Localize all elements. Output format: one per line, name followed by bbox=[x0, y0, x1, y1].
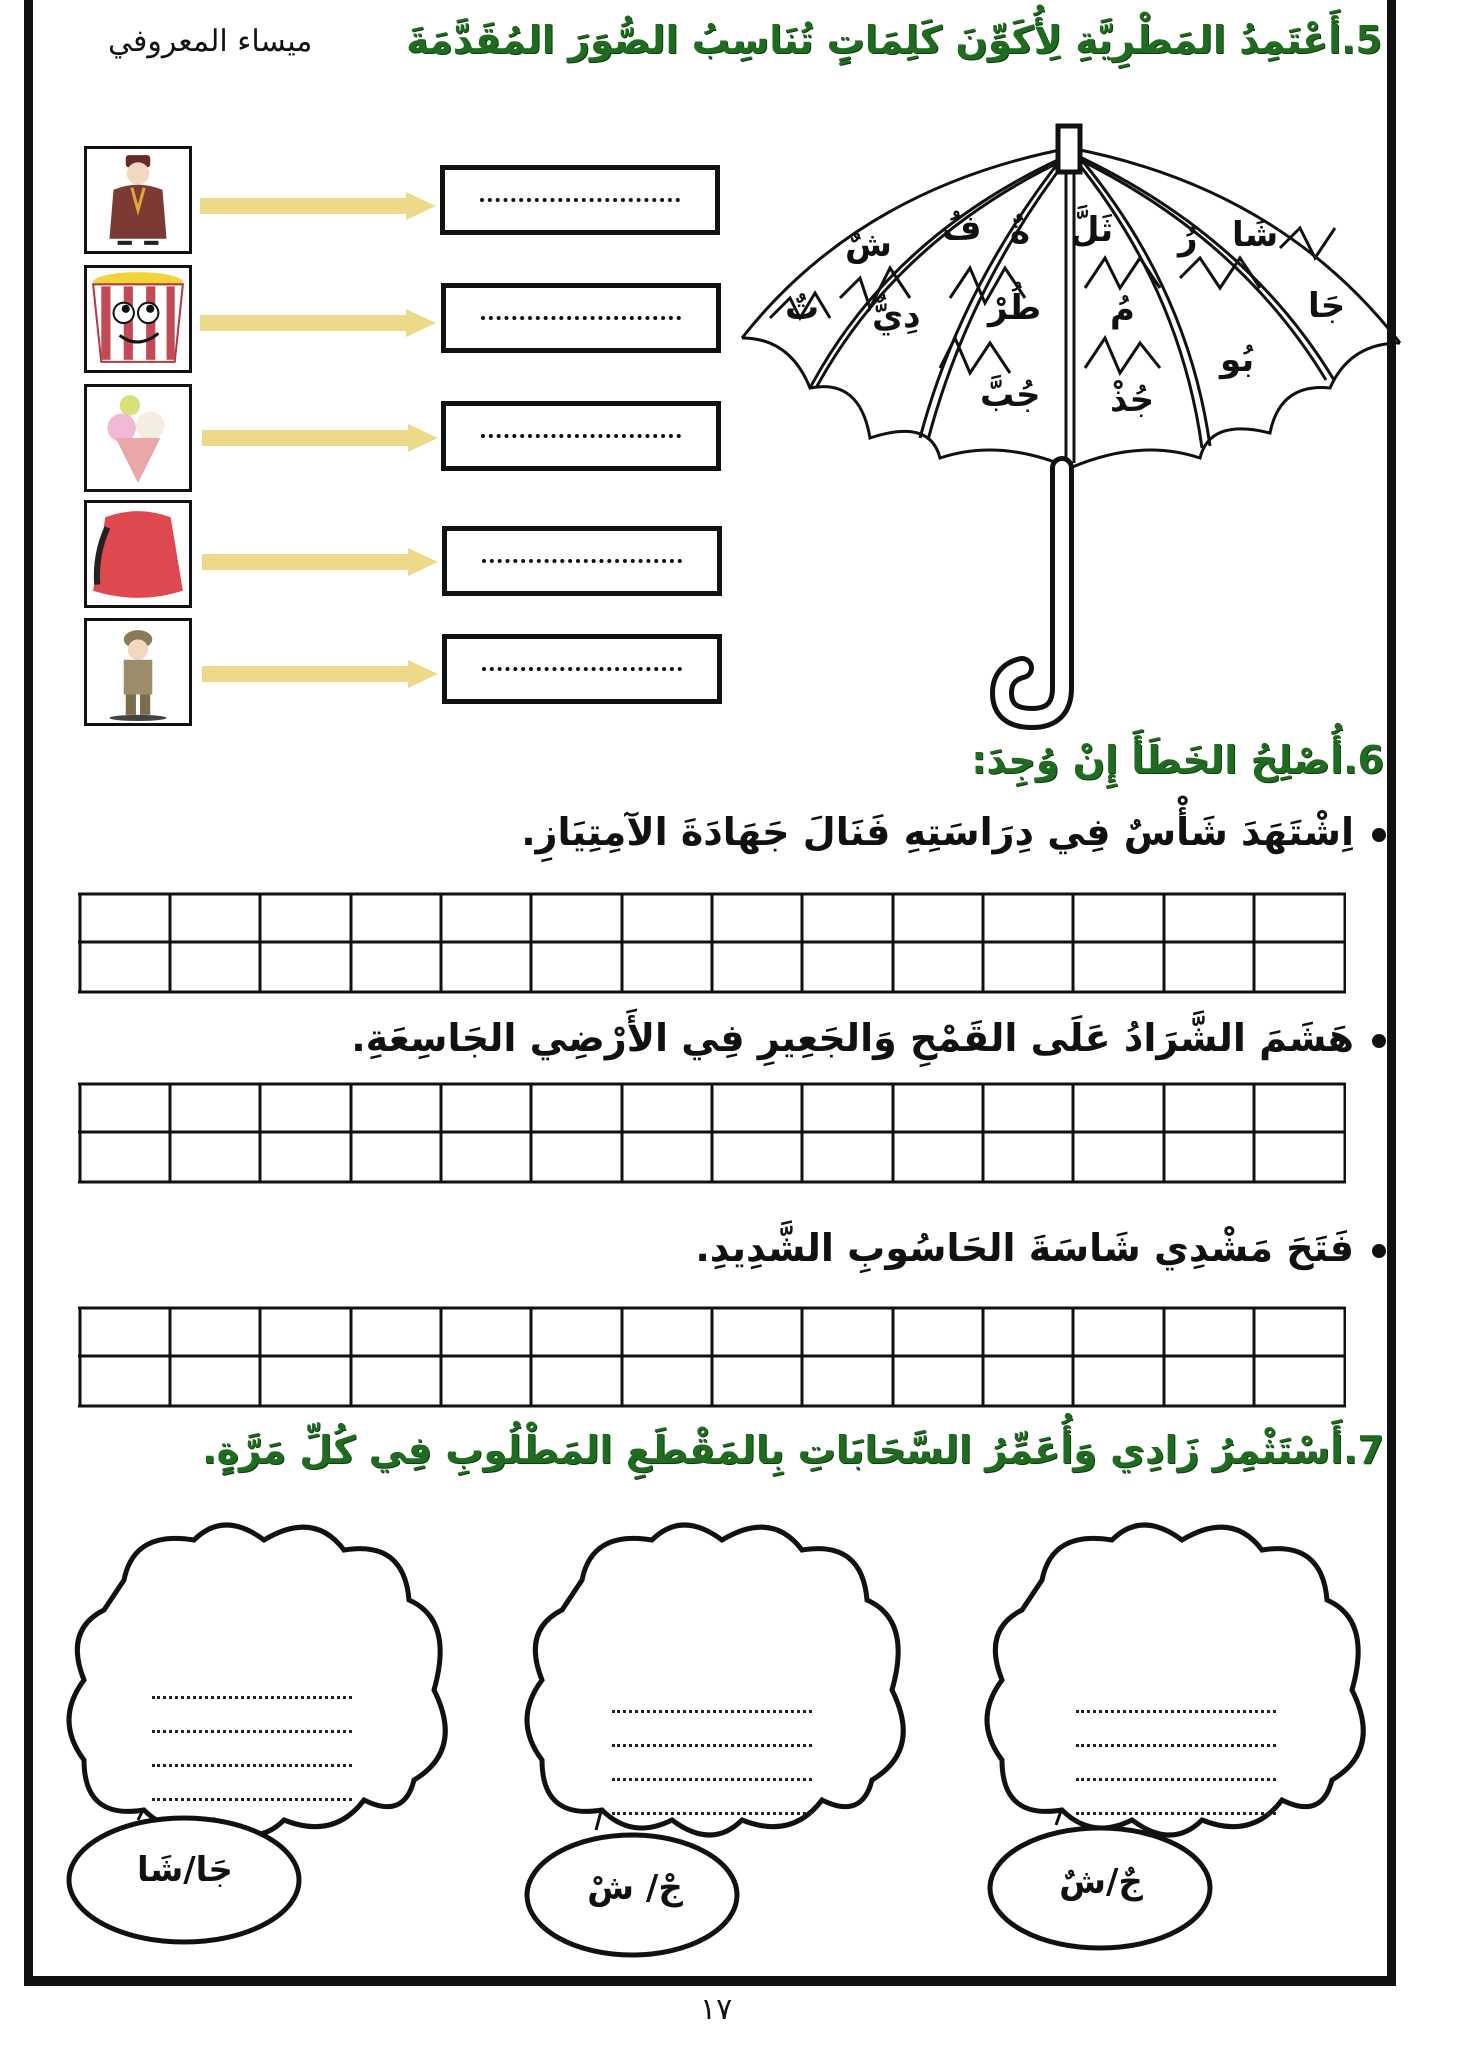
sentence-2-text: هَشَمَ الشَّرَادُ عَلَى القَمْحِ وَالجَعِيرِ فِي الأَرْضِي الجَاسِعَةِ. bbox=[351, 1016, 1354, 1060]
answer-box-5[interactable] bbox=[442, 634, 722, 704]
exercise5-title: 5.أَعْتَمِدُ المَطْرِيَّةِ لِأُكَوِّنَ كَلِمَاتٍ تُنَاسِبُ الصُّوَرَ المُقَدَّمَةَ bbox=[406, 18, 1382, 62]
cloud-3-line[interactable] bbox=[1076, 1812, 1276, 1815]
cloud-2-line[interactable] bbox=[612, 1710, 812, 1713]
sentence-1-text: اِشْتَهَدَ شَأْسٌ فِي دِرَاسَتِهِ فَنَالَ جَهَادَةَ الآمِتِيَازِ. bbox=[521, 810, 1354, 854]
umbrella-syllable: بُو bbox=[1220, 340, 1255, 380]
umbrella-syllable: جُذْ bbox=[1110, 380, 1155, 420]
answer-placeholder bbox=[480, 198, 680, 202]
umbrella-syllable: شٌ bbox=[845, 225, 892, 265]
cloud-1-line[interactable] bbox=[152, 1730, 352, 1733]
cloud-3-line[interactable] bbox=[1076, 1778, 1276, 1781]
bullet-icon bbox=[1372, 828, 1386, 842]
cloud-3-line[interactable] bbox=[1076, 1710, 1276, 1713]
cloud-1-label: جَا/شَا bbox=[137, 1850, 233, 1890]
arrow-5 bbox=[202, 660, 440, 688]
sentence-2 bbox=[351, 1016, 1386, 1060]
author-name: ميساء المعروفي bbox=[108, 24, 313, 59]
picture-popcorn bbox=[84, 265, 192, 373]
popcorn-bucket-icon bbox=[87, 268, 189, 370]
picture-soldier bbox=[84, 618, 192, 726]
writing-grid-3[interactable] bbox=[78, 1306, 1346, 1408]
writing-grid-1[interactable] bbox=[78, 892, 1346, 994]
ice-cream-cone-icon bbox=[87, 387, 189, 489]
arrow-3 bbox=[202, 424, 440, 452]
sentence-3-text: فَتَحَ مَشْدِي شَاسَةَ الحَاسُوبِ الشَّدِيدِ. bbox=[695, 1226, 1354, 1270]
umbrella-syllable: شَا bbox=[1232, 215, 1279, 255]
answer-placeholder bbox=[482, 559, 682, 563]
picture-fez bbox=[84, 500, 192, 608]
exercise7-title: 7.أَسْتَثْمِرُ زَادِي وَأُعَمِّرُ السَّحَابَاتِ بِالمَقْطَعِ المَطْلُوبِ فِي كُلِّ مَرَّةٍ. bbox=[202, 1428, 1384, 1472]
picture-ice-cream bbox=[84, 384, 192, 492]
umbrella-syllable: مُ bbox=[1110, 290, 1135, 330]
cloud-2-line[interactable] bbox=[612, 1778, 812, 1781]
cloud-3-line[interactable] bbox=[1076, 1744, 1276, 1747]
cloud-3-label: جٌ/شٌ bbox=[1059, 1862, 1143, 1902]
umbrella-syllable: رُ bbox=[1178, 218, 1198, 258]
arrow-2 bbox=[200, 309, 438, 337]
answer-box-1[interactable] bbox=[440, 165, 720, 235]
cloud-2-label: جْ/ شْ bbox=[587, 1868, 683, 1908]
answer-placeholder bbox=[482, 667, 682, 671]
umbrella-syllable: ةٌ bbox=[1010, 212, 1031, 252]
cloud-1-line[interactable] bbox=[152, 1696, 352, 1699]
cloud-1-line[interactable] bbox=[152, 1798, 352, 1801]
answer-box-4[interactable] bbox=[442, 526, 722, 596]
page-number: ١٧ bbox=[700, 1992, 733, 2027]
arrow-1 bbox=[200, 192, 438, 220]
cloud-1 bbox=[64, 1520, 464, 1960]
soldier-icon bbox=[87, 621, 189, 723]
umbrella-syllable: فُ bbox=[942, 208, 982, 248]
man-in-robe-icon bbox=[87, 149, 189, 251]
cloud-2-line[interactable] bbox=[612, 1812, 812, 1815]
answer-placeholder bbox=[481, 434, 681, 438]
fez-hat-icon bbox=[87, 503, 189, 605]
exercise6-title: 6.أُصْلِحُ الخَطَأَ إِنْ وُجِدَ: bbox=[971, 738, 1384, 782]
sentence-3 bbox=[695, 1226, 1386, 1270]
bullet-icon bbox=[1372, 1244, 1386, 1258]
umbrella-syllable: طُرْ bbox=[988, 288, 1042, 328]
cloud-2-line[interactable] bbox=[612, 1744, 812, 1747]
umbrella-syllable: جُبَّ bbox=[980, 375, 1041, 415]
answer-box-2[interactable] bbox=[441, 283, 721, 353]
answer-placeholder bbox=[481, 316, 681, 320]
umbrella-syllable: دِيٌّ bbox=[872, 296, 921, 336]
writing-grid-2[interactable] bbox=[78, 1082, 1346, 1184]
answer-box-3[interactable] bbox=[441, 401, 721, 471]
umbrella-syllable: ثَلَّ bbox=[1070, 210, 1114, 250]
bullet-icon bbox=[1372, 1034, 1386, 1048]
picture-man-in-robe bbox=[84, 146, 192, 254]
arrow-4 bbox=[202, 548, 440, 576]
umbrella-syllable: جَا bbox=[1308, 286, 1346, 326]
cloud-1-line[interactable] bbox=[152, 1764, 352, 1767]
umbrella-syllable: تٌ bbox=[785, 288, 820, 328]
sentence-1 bbox=[521, 810, 1386, 854]
